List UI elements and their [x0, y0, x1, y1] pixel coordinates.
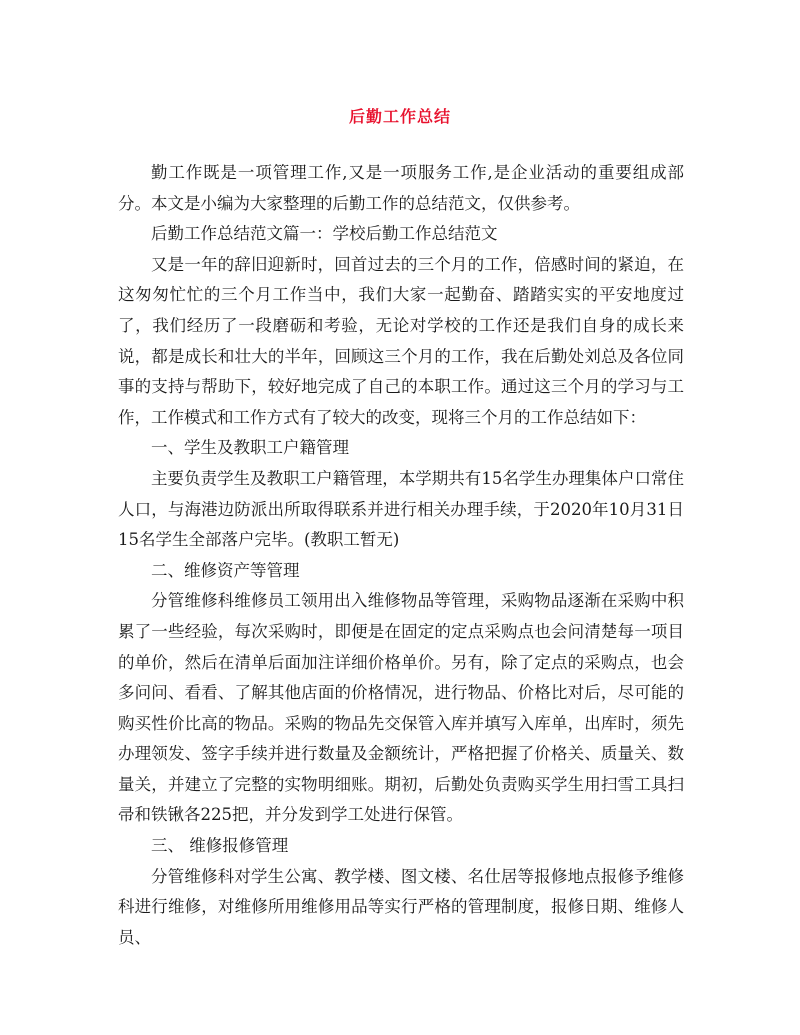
intro-paragraph: 勤工作既是一项管理工作,又是一项服务工作,是企业活动的重要组成部分。本文是小编为大家整理的后勤工作的总结范文，仅供参考。 [118, 163, 684, 213]
opening-paragraph: 又是一年的辞旧迎新时，回首过去的三个月的工作，倍感时间的紧迫，在这匆匆忙忙的三个月工作当中，我们大家一起勤奋、踏踏实实的平安地度过了，我们经历了一段磨砺和考验，无论对学校的工作还是我们自身的成长来说，都是成长和壮大的半年，回顾这三个月的工作，我在后勤处刘总及各位同事的支持与帮助下，较好地完成了自己的本职工作。通过这三个月的学习与工作，工作模式和工作方式有了较大的改变，现将三个月的工作总结如下： [118, 254, 684, 427]
section-1-paragraph: 主要负责学生及教职工户籍管理，本学期共有15名学生办理集体户口常住人口，与海港边防派出所取得联系并进行相关办理手续，于2020年10月31日15名学生全部落户完毕。(教职工暂无) [118, 468, 684, 550]
article-heading: 后勤工作总结范文篇一：学校后勤工作总结范文 [151, 224, 498, 244]
document-title: 后勤工作总结 [348, 107, 451, 126]
section-heading-1: 一、学生及教职工户籍管理 [151, 438, 349, 458]
section-2-paragraph: 分管维修科维修员工领用出入维修物品等管理，采购物品逐渐在采购中积累了一些经验，每次采购时，即便是在固定的定点采购点也会问清楚每一项目的单价，然后在清单后面加注详细价格单价。另有，除了定点的采购点，也会多问问、看看、了解其他店面的价格情况，进行物品、价格比对后，尽可能的购买性价比高的物品。采购的物品先交保管入库并填写入库单，出库时，须先办理领发、签字手续并进行数量及金额统计，严格把握了价格关、质量关、数量关，并建立了完整的实物明细账。期初，后勤处负责购买学生用扫雪工具扫帚和铁锹各225把，并分发到学工处进行保管。 [118, 591, 684, 825]
section-heading-3: 三、 维修报修管理 [151, 836, 289, 856]
section-3-paragraph: 分管维修科对学生公寓、教学楼、图文楼、名仕居等报修地点报修予维修科进行维修，对维修所用维修用品等实行严格的管理制度，报修日期、维修人员、 [118, 866, 684, 947]
section-heading-2: 二、维修资产等管理 [151, 560, 300, 580]
document-body [118, 158, 684, 953]
